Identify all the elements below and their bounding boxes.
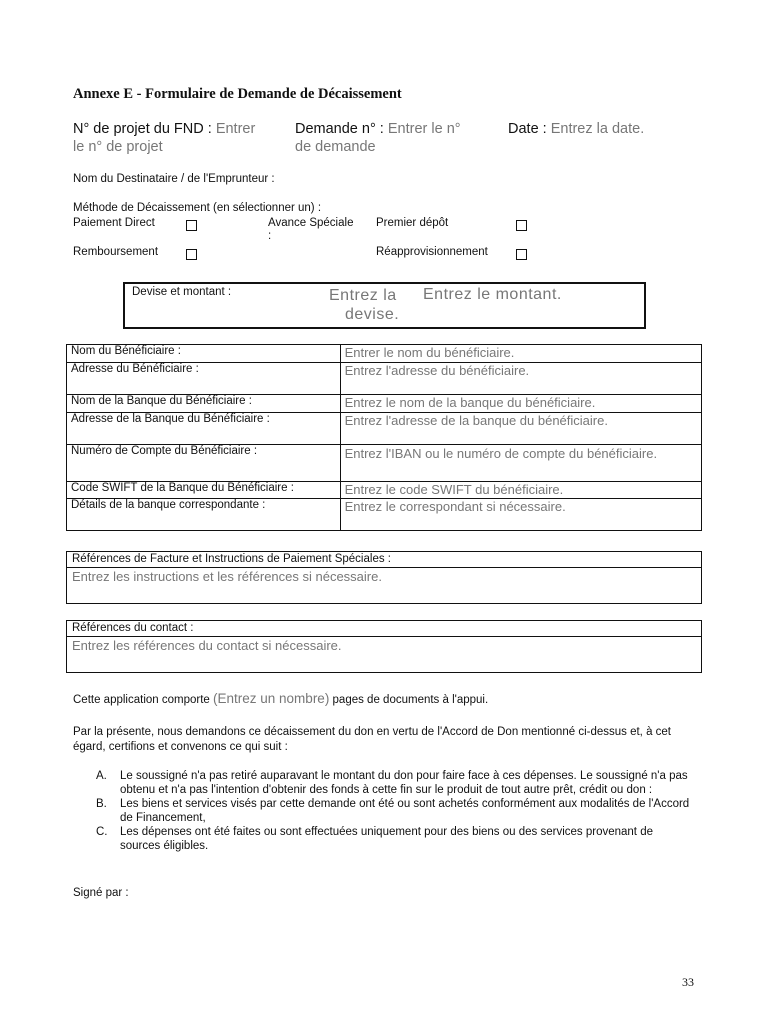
table-row bbox=[67, 395, 702, 413]
project-number-field[interactable] bbox=[73, 120, 283, 156]
option-direct-payment-checkbox[interactable] bbox=[186, 220, 197, 231]
swift-code-input[interactable]: Entrez le code SWIFT du bénéficiaire. bbox=[340, 482, 701, 499]
option-replenishment-checkbox[interactable] bbox=[516, 249, 527, 260]
beneficiary-table bbox=[66, 344, 702, 531]
bank-name-input[interactable]: Entrez le nom de la banque du bénéficiaire. bbox=[340, 395, 701, 413]
bank-address-input[interactable]: Entrez l'adresse de la banque du bénéficiaire. bbox=[340, 413, 701, 445]
request-number-label: Demande n° : bbox=[295, 121, 384, 137]
clause-marker: C. bbox=[96, 826, 108, 838]
date-placeholder: Entrez la date. bbox=[550, 121, 645, 137]
correspondent-bank-input[interactable]: Entrez le correspondant si nécessaire. bbox=[340, 499, 701, 531]
account-number-input[interactable]: Entrez l'IBAN ou le numéro de compte du bénéficiaire. bbox=[340, 445, 701, 482]
supporting-pages-text-before: Cette application comporte bbox=[73, 694, 210, 706]
recipient-label: Nom du Destinataire / de l'Emprunteur : bbox=[73, 173, 275, 185]
beneficiary-address-label: Adresse du Bénéficiaire : bbox=[67, 363, 341, 395]
request-number-placeholder-2: de demande bbox=[295, 139, 376, 155]
swift-code-label: Code SWIFT de la Banque du Bénéficiaire : bbox=[67, 482, 341, 499]
bank-address-label: Adresse de la Banque du Bénéficiaire : bbox=[67, 413, 341, 445]
option-special-advance-colon: : bbox=[268, 230, 272, 242]
option-reimbursement-label: Remboursement bbox=[73, 246, 159, 258]
beneficiary-address-input[interactable]: Entrez l'adresse du bénéficiaire. bbox=[340, 363, 701, 395]
clause-marker: B. bbox=[96, 798, 107, 810]
project-number-placeholder: Entrer bbox=[215, 121, 256, 137]
account-number-label: Numéro de Compte du Bénéficiaire : bbox=[67, 445, 341, 482]
project-number-placeholder-2: le n° de projet bbox=[73, 139, 163, 155]
currency-amount-box bbox=[123, 282, 646, 329]
currency-placeholder: Entrez la bbox=[329, 287, 397, 304]
method-label: Méthode de Décaissement (en sélectionner un) : bbox=[73, 202, 322, 214]
intro-paragraph: Par la présente, nous demandons ce décaissement du don en vertu de l'Accord de Don mentionné ci-dessus et, à cet égard, certifions et convenons ce qui suit : bbox=[73, 726, 671, 753]
date-label: Date : bbox=[508, 121, 547, 137]
table-row bbox=[67, 445, 702, 482]
certification-clauses bbox=[96, 769, 690, 853]
clause-text: Les biens et services visés par cette demande ont été ou sont achetés conformément aux modalités de l'Accord de Financement, bbox=[120, 798, 690, 824]
table-row bbox=[67, 482, 702, 499]
option-special-advance-text: Avance Spéciale bbox=[268, 217, 354, 229]
contact-references-label: Références du contact : bbox=[67, 621, 701, 637]
date-field[interactable] bbox=[508, 120, 644, 138]
supporting-pages-line bbox=[73, 691, 488, 706]
supporting-pages-input[interactable]: (Entrez un nombre) bbox=[213, 691, 330, 706]
correspondent-bank-label: Détails de la banque correspondante : bbox=[67, 499, 341, 531]
clause-text: Les dépenses ont été faites ou sont effectuées uniquement pour des biens ou des services provenant de sources éligibles. bbox=[120, 826, 653, 852]
bank-name-label: Nom de la Banque du Bénéficiaire : bbox=[67, 395, 341, 413]
invoice-references-input[interactable]: Entrez les instructions et les références si nécessaire. bbox=[72, 569, 382, 584]
supporting-pages-text-after: pages de documents à l'appui. bbox=[332, 694, 489, 706]
request-number-field[interactable] bbox=[295, 120, 495, 156]
option-first-deposit-checkbox[interactable] bbox=[516, 220, 527, 231]
page-number: 33 bbox=[682, 975, 694, 989]
option-special-advance-label bbox=[268, 217, 353, 243]
table-row bbox=[67, 413, 702, 445]
option-direct-payment-label: Paiement Direct bbox=[73, 217, 155, 229]
contact-references-input[interactable]: Entrez les références du contact si nécessaire. bbox=[72, 638, 342, 653]
table-row bbox=[67, 363, 702, 395]
request-number-placeholder: Entrer le n° bbox=[387, 121, 461, 137]
beneficiary-name-label: Nom du Bénéficiaire : bbox=[67, 345, 341, 363]
table-row bbox=[67, 499, 702, 531]
list-item bbox=[96, 797, 690, 825]
table-row bbox=[67, 345, 702, 363]
currency-input[interactable] bbox=[329, 286, 419, 324]
option-first-deposit-label: Premier dépôt bbox=[376, 217, 449, 229]
option-reimbursement-checkbox[interactable] bbox=[186, 249, 197, 260]
list-item bbox=[96, 769, 690, 797]
signed-by-label: Signé par : bbox=[73, 887, 129, 899]
invoice-references-box bbox=[66, 551, 702, 604]
beneficiary-name-input[interactable]: Entrer le nom du bénéficiaire. bbox=[340, 345, 701, 363]
page-title: Annexe E - Formulaire de Demande de Décaissement bbox=[73, 86, 402, 102]
amount-input[interactable]: Entrez le montant. bbox=[423, 286, 562, 303]
currency-placeholder-2: devise. bbox=[345, 306, 400, 323]
option-replenishment-label: Réapprovisionnement bbox=[376, 246, 488, 258]
contact-references-box bbox=[66, 620, 702, 673]
invoice-references-label: Références de Facture et Instructions de Paiement Spéciales : bbox=[67, 552, 701, 568]
list-item bbox=[96, 825, 690, 853]
currency-amount-label: Devise et montant : bbox=[132, 286, 232, 298]
clause-marker: A. bbox=[96, 770, 107, 782]
project-number-label: N° de projet du FND : bbox=[73, 121, 212, 137]
clause-text: Le soussigné n'a pas retiré auparavant le montant du don pour faire face à ces dépenses. Le soussigné n'a pas obtenu et n'a pas l'intention d'obtenir des fonds à cette fin sur le produit de tout autre prêt, crédit ou don : bbox=[120, 770, 688, 796]
